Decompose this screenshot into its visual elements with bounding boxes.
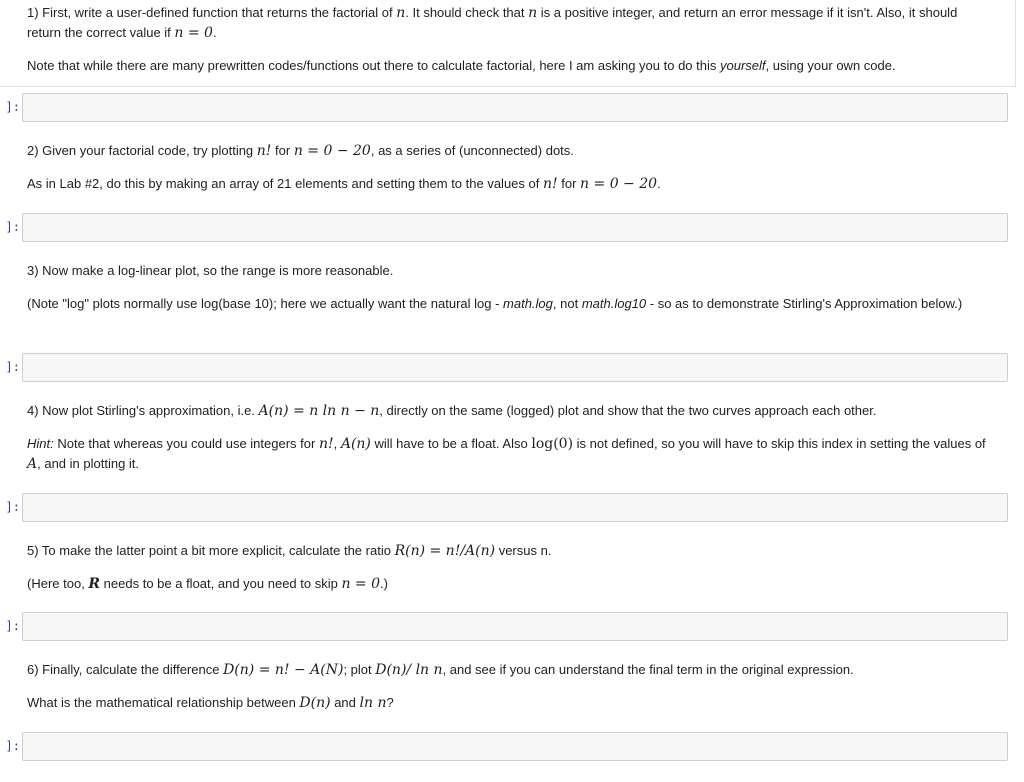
code-input-4[interactable] xyxy=(22,493,1008,522)
question-6-note: What is the mathematical relationship between D(n) and ln n? xyxy=(27,695,394,711)
input-prompt-4: ]: xyxy=(5,500,20,514)
input-prompt-3: ]: xyxy=(5,360,20,374)
input-prompt-5: ]: xyxy=(5,619,20,633)
question-6-text: 6) Finally, calculate the difference D(n) = n! − A(N); plot D(n)/ ln n, and see if you can understand the final term in the original expression. xyxy=(27,662,854,678)
question-4-text: 4) Now plot Stirling's approximation, i.e. A(n) = n ln n − n, directly on the same (logged) plot and show that the two curves approach each other. xyxy=(27,403,877,419)
question-5-text: 5) To make the latter point a bit more explicit, calculate the ratio R(n) = n!/A(n) versus n. xyxy=(27,543,552,559)
question-3-text: 3) Now make a log-linear plot, so the range is more reasonable. xyxy=(27,263,394,278)
code-input-3[interactable] xyxy=(22,353,1008,382)
input-prompt-1: ]: xyxy=(5,100,20,114)
question-2 xyxy=(27,141,987,194)
question-4 xyxy=(27,401,987,474)
input-prompt-6: ]: xyxy=(5,739,20,753)
code-input-2[interactable] xyxy=(22,213,1008,242)
question-1 xyxy=(27,3,987,76)
input-prompt-2: ]: xyxy=(5,220,20,234)
question-1-text: 1) First, write a user-defined function that returns the factorial of n. It should check that n is a positive integer, and return an error message if it isn't. Also, it should return the correct value if n = 0. xyxy=(27,5,958,41)
code-input-6[interactable] xyxy=(22,732,1008,761)
question-3-note: (Note "log" plots normally use log(base 10); here we actually want the natural log - math.log, not math.log10 - so as to demonstrate Stirling's Approximation below.) xyxy=(27,296,963,311)
code-input-1[interactable] xyxy=(22,93,1008,122)
question-4-hint: Hint: Note that whereas you could use integers for n!, A(n) will have to be a float. Also log(0) is not defined, so you will have to skip this index in setting the values of A, and in plotting it. xyxy=(27,436,986,472)
question-5 xyxy=(27,541,987,594)
question-3 xyxy=(27,261,987,314)
code-input-5[interactable] xyxy=(22,612,1008,641)
question-2-note: As in Lab #2, do this by making an array of 21 elements and setting them to the values of n! for n = 0 − 20. xyxy=(27,176,661,192)
question-6 xyxy=(27,660,987,713)
question-2-text: 2) Given your factorial code, try plotting n! for n = 0 − 20, as a series of (unconnected) dots. xyxy=(27,143,574,159)
question-5-note: (Here too, R needs to be a float, and you need to skip n = 0.) xyxy=(27,576,388,592)
question-1-note: Note that while there are many prewritten codes/functions out there to calculate factorial, here I am asking you to do this yourself, using your own code. xyxy=(27,58,896,73)
